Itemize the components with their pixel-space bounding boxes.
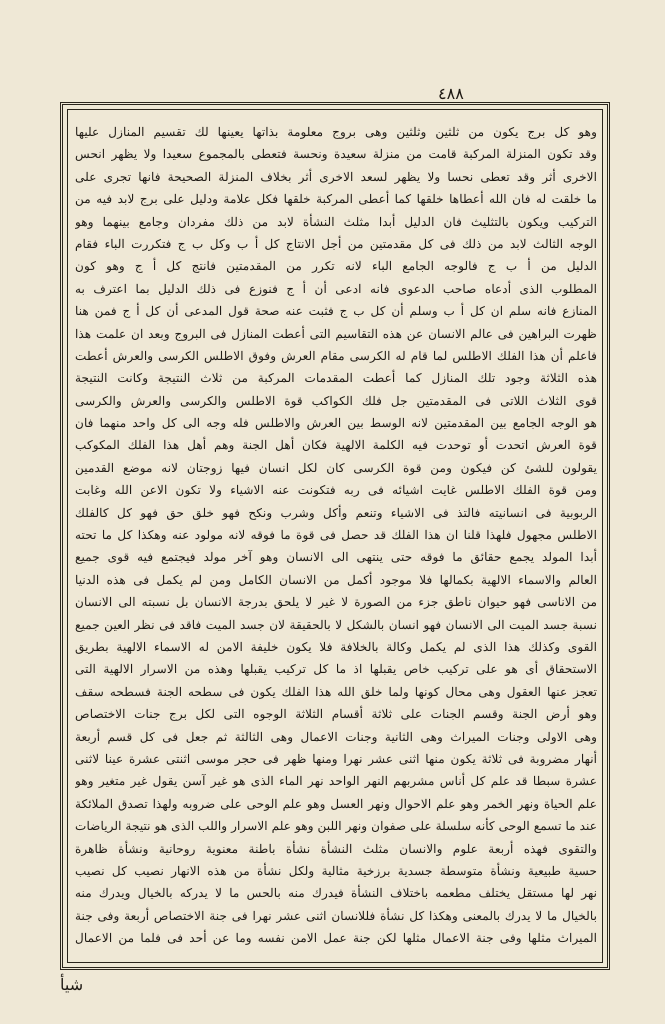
text-line: هو الوجه الجامع بين المقدمتين لانه الوسط بين العرش والاطلس فله وجه الى كل واحد منهما فان <box>75 416 597 431</box>
text-line: الربوبية فى انسانيته فالتذ فى الاشياء وتنعم وأكل وشرب ونكح فهو خلق حق فهو كل كالفلك <box>75 505 597 520</box>
text-line: القوى وكذلك هذا الذى لم يكمل وكالة بالخلافة فلا يكون خليفة الامن له الاسماء الالهية بطريق <box>75 639 597 654</box>
text-line: التركيب ويكون بالتثليث فان الدليل أبدا مثلث النشأة لابد من ذلك مفردان وجامع بينهما وهو <box>75 214 597 229</box>
page-number: ٤٨٨ <box>438 84 464 103</box>
text-line: الوجه الثالث لابد من ذلك فى كل مقدمتين من أجل الانتاج كل أ ب وكل ب ج فتكررت الباء فقام <box>75 236 597 251</box>
text-line: من الاناسى فهو حيوان ناطق جزء من الصورة لا غير لا يلحق بدرجة الانسان بل نسبته الى الانسان <box>75 595 597 610</box>
text-line: فاعلم أن هذا الفلك الاطلس لما قام له الكرسى مقام العرش وفوق الاطلس الكرسى والعرش أعطت <box>75 348 597 363</box>
text-line: ظهرت البراهين فى عالم الانسان عن هذه التقاسيم التى أعطت المنازل فى البروج وبعد ان علمت هذا <box>75 326 597 341</box>
text-line: عند ما تسمع الوحى كأنه سلسلة على صفوان ونهر اللبن وهو علم الاسرار واللب الذى هو نتيجة الرياضات <box>75 819 597 834</box>
text-line: الميراث مثلها وفى جنة الاعمال مثلها لكن جنة عمل الامن نفسه وما عن أحد فى فلما من الاعمال <box>75 931 597 946</box>
text-line: أبدا المولد يجمع حقائق ما فوقه حتى ينتهى الى الانسان وهو آخر مولد فيجتمع فيه قوى جميع <box>75 550 597 565</box>
text-line: قوة العرش اتحدت أو توحدت فيه الكلمة الالهية فكان أهل الجنة وهم أهل هذا الفلك المكوكب <box>75 438 597 453</box>
text-line: قوى الثلاث اللاتى فى المقدمتين جل فلك الكواكب قوة الاطلس والكرسى والعرش والكرسى <box>75 393 597 408</box>
text-line: أنهار مضروبة فى ثلاثة يكون منها اثنى عشر نهرا ومنها ظهر فى حجر موسى اثنتى عشرة عينا لاثنى <box>75 751 597 766</box>
text-line: عشرة سبطا قد علم كل أناس مشربهم النهر الواحد نهر الماء الذى هو غير آسن يقول غير متغير وهو <box>75 774 597 789</box>
catchword: شيأ <box>60 975 84 994</box>
text-line: هذه الثلاثة وجود تلك المنازل كما أعطت المقدمات المركبة من ثلاث النتيجة وكانت النتيجة <box>75 371 597 386</box>
text-line: علم الحياة ونهر الخمر وهو علم الاحوال ونهر العسل وهو علم الوحى على ضروبه ولهذا تصدق الملائكة <box>75 796 597 811</box>
text-line: المطلوب الذى أدعاه صاحب الدعوى فانه ادعى أن أ ج فنوزع فى ذلك الدليل بما اعترف به <box>75 281 597 296</box>
text-line: والتقوى فهذه أربعة علوم والانسان مثلث النشأة نشأة باطنة معنوية روحانية ونشأة ظاهرة <box>75 841 597 856</box>
text-line: وهى الاولى وجنات الميراث وهى الثانية وجنات الاعمال وهى الثالثة ثم جعل فى كل قسم أربعة <box>75 729 597 744</box>
text-line: الاخرى أثر وقد تعطى نحسا ولا يظهر لسعد الاخرى أثر بخلاف المنزلة الصحيحة فانها تجرى على <box>75 169 597 184</box>
text-line: تعجز عنها العقول وهى محال كونها ولما خلق الله هذا الفلك يكون فى سطحه الجنة فسطحه سقف <box>75 684 597 699</box>
body-text <box>75 121 597 949</box>
text-line: الاستحقاق أى هو على تركيب خاص يقبلها اذ ما كل تركيب يقبلها وهذه من الاسرار الالهية التى <box>75 662 597 677</box>
text-line: الدليل من أ ب ج فالوجه الجامع الباء لانه تكرر من المقدمتين فانتج كل أ ج وهو كون <box>75 259 597 274</box>
text-line: وهو أرض الجنة وقسم الجنات على ثلاثة أقسام الثلاثة الوجوه التى لكل برج جنات الاختصاص <box>75 707 597 722</box>
text-line: بالخيال ما لا يدرك بالمعنى وهكذا كل نشأة فللانسان اثنى عشر نهرا فى جنة الاختصاص أربعة وفى جنة <box>75 908 597 923</box>
text-line: وقد تكون المنزلة المركبة قامت من منزلة سعيدة ونحسة فتعطى بالمجموع سعيدا ولا يظهر انحس <box>75 147 597 162</box>
text-line: العالم والاسماء الالهية بكمالها فلا موجود أكمل من الانسان الكامل ومن لم يكمل فى هذه الدنيا <box>75 572 597 587</box>
text-line: نسبة جسد الميت الى الانسان فهو انسان بالشكل لا بالحقيقة لان جسد الميت فاقد فى نظر العين جميع <box>75 617 597 632</box>
text-line: نهر لها مستقل يختلف مطعمه باختلاف النشأة فيدرك منه بالحس ما لا يدركه بالخيال ويدرك منه <box>75 886 597 901</box>
text-line: المنازع فانه سلم ان كل أ ب وسلم أن كل ب ج فثبت عنه صحة قول المدعى أن كل أ ج فمن هنا <box>75 304 597 319</box>
text-line: ومن قوة الفلك الاطلس غايت اشيائه فى ربه فتكونت عنه الاشياء ولا تكون الاعن الله وغابت <box>75 483 597 498</box>
text-line: الاطلس مجهول فلهذا قلنا ان هذا الفلك قد حصل فى قوة ما فوقه لانه مولود عنه وهكذا كل ما تحته <box>75 528 597 543</box>
text-line: ما خلقت له فان الله أعطاها خلقها كما أعطى المركبة خلقها فكل علامة ودليل على برج لابد فيه من <box>75 192 597 207</box>
text-line: حسية طبيعية ونشأة متوسطة جسدية برزخية مثالية ولكل نشأة من هذه الانهار نصيب كل نصيب <box>75 863 597 878</box>
text-frame <box>60 102 610 970</box>
text-line: يقولون للشئ كن فيكون ومن قوة الكرسى كان لكل انسان فيها زوجتان لانه موضع القدمين <box>75 460 597 475</box>
text-line: وهو كل برج يكون من ثلثين وثلثين وهى بروج معلومة بذاتها يعينها لك تقسيم المنازل عليها <box>75 125 597 139</box>
